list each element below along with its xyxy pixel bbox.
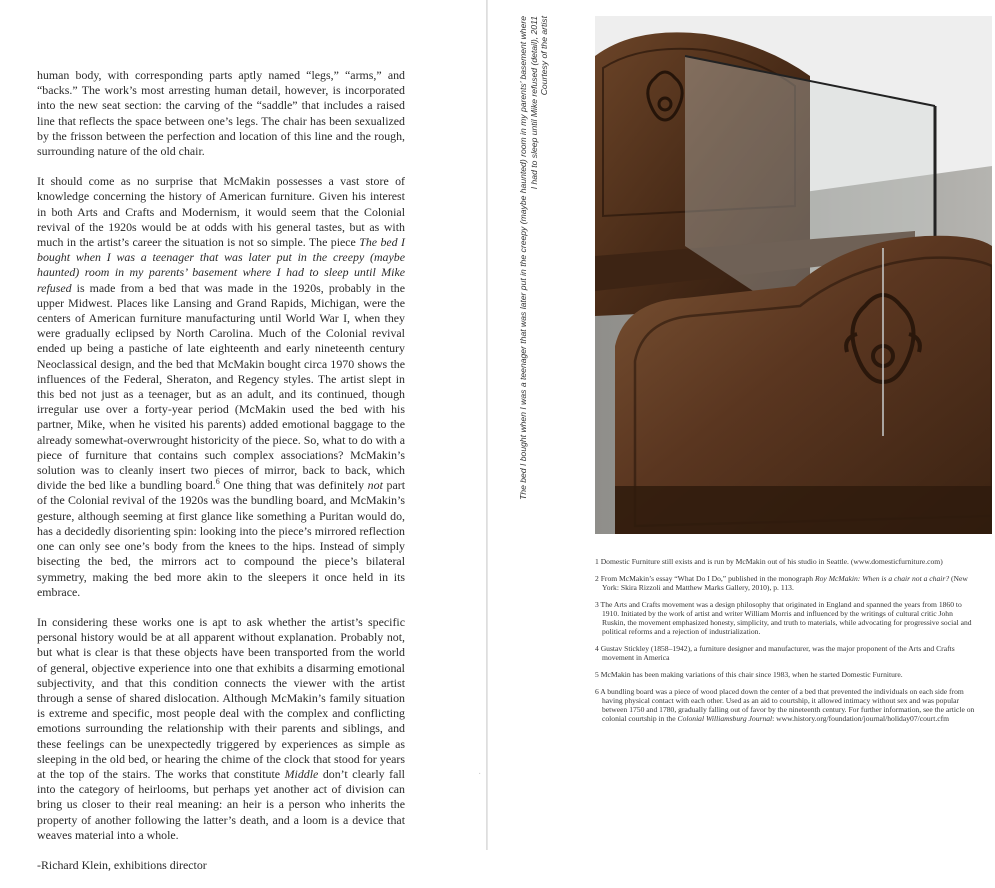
footnote xyxy=(595,644,975,662)
text-run: human body, with corresponding parts aptly named “legs,” “arms,” and “backs.” The work’s most arresting human detail, however, is incorporated into the new seat section: the carving of the “saddle” that includes a raised line that reflects the space between one’s legs. The chair has been sexualized by the frisson between the perfection and location of this line and the rough, surrounding nature of the old chair. xyxy=(37,68,405,159)
text-run: 5 McMakin has been making variations of this chair since 1983, when he started Domestic Furniture. xyxy=(595,669,903,679)
caption-line: I had to sleep until Mike refused (detail), 2011 xyxy=(528,16,539,190)
footnote xyxy=(595,600,975,637)
artwork-photo xyxy=(595,16,992,534)
text-run: (New York: Skira Rizzoli and Matthew Marks Gallery, 2010), p. 113. xyxy=(602,573,968,592)
essay-paragraph xyxy=(37,615,405,843)
essay-paragraph xyxy=(37,174,405,600)
footnote xyxy=(595,670,975,679)
footnote-reference: 6 xyxy=(215,477,220,487)
text-run: is made from a bed that was made in the 1920s, probably in the upper Midwest. Places like Lansing and Grand Rapids, Michigan, were the centers of American furniture manufacturing until World War I, when they were gradually eclipsed by North Carolina. Much of the Colonial revival ended up being a pastiche of late eighteenth and early nineteenth century Neoclassical design, and the bed that McMakin bought circa 1970 shows the influences of the Federal, Sheraton, and Regency styles. The artist slept in this bed not just as a teenager, but as an adult, and its continued, though irregular use over a forty-year period (McMakin used the bed with his partner, Mike, when he visited his parents) added emotional baggage to the already somewhat-overwrought historicity of the piece. So, what to do with a piece of furniture that contains such complex associations? McMakin’s solution was to cleanly insert two pieces of mirror, back to back, which divide the bed like a bundling board. xyxy=(37,280,405,493)
text-run: 1 Domestic Furniture still exists and is run by McMakin out of his studio in Seattle. (www.domesticfurniture.com) xyxy=(595,557,943,566)
text-run: part of the Colonial revival of the 1920s was the bundling board, and McMakin’s gesture, although seeming at first glance like something a Puritan would do, has a decidedly disorienting spin: looking into the piece’s mirrored reflection one can only see one’s body from the knees to the hips. Instead of simply bisecting the bed, the mirrors act to compound the piece’s bilateral symmetry, making the bed more akin to the sleepers it once held in its embrace. xyxy=(37,478,405,599)
italic-title: Colonial Williamsburg Journal xyxy=(677,714,773,724)
footnote xyxy=(595,557,975,566)
print-mark: · xyxy=(478,768,482,779)
text-run: : www.history.org/foundation/journal/holiday07/court.cfm xyxy=(772,714,950,724)
italic-title: The bed I bought when I was a teenager that was later put in the creepy (maybe haunted) room in my parents’ basement where I had to sleep until Mike refused xyxy=(37,235,405,295)
text-run: In considering these works one is apt to ask whether the artist’s specific personal history would be at all apparent without explanation. Probably not, but what is clear is that these objects have been transported from the world of general, objective experience into one that exhibits a disarming emotional subjectivity, and that this condition connects the viewer with the artist through a sense of shared dislocation. Although McMakin’s family situation is extreme and specific, most people deal with the complex and conflicting emotions surrounding the relationship with their parents and siblings, and these feelings can be unexpectedly triggered by experiences as simple as sleeping in the old bed, or hearing the chime of the clock that stood for years at the top of the stairs. The works that constitute xyxy=(37,614,405,781)
author-signature: -Richard Klein, exhibitions director xyxy=(37,857,207,872)
text-run: 3 The Arts and Crafts movement was a design philosophy that originated in England and spanned the years from 1860 to 1910. Initiated by the work of artist and writer William Morris and influenced by the writings of cultural critic John Ruskin, the movement emphasized honesty, simplicity, and truth to materials, while advocating for progressive social and political reforms and a rejection of industrialization. xyxy=(595,599,972,637)
footnote xyxy=(595,574,975,592)
text-run: It should come as no surprise that McMakin possesses a vast store of knowledge concerning the history of American furniture. Given his interest in both Arts and Crafts and Modernism, it would seem that the Colonial revival of the 1920s would be at odds with his general tastes, but as with much in the artist’s career the situation is not so simple. The piece xyxy=(37,174,405,250)
bed-photo-drawing xyxy=(595,16,992,534)
text-run: 6 A bundling board was a piece of wood placed down the center of a bed that prevented the individuals on each side from having physical contact with each other. Used as an aid to courtship, it allowed intimacy without sex and was popular between 1750 and 1780, gradually falling out of favor by the nineteenth century. For further information, see the article on colonial courtship in the xyxy=(595,686,975,724)
text-run: don’t clearly fall into the category of heirlooms, but perhaps yet another act of division can bring us closer to their real meaning: an heir is a person who inherits the property of another following the latter’s death, and a loom is a device that weaves material into a whole. xyxy=(37,766,405,842)
footnotes xyxy=(595,557,975,731)
italic-title: Middle xyxy=(284,766,319,781)
text-run: One thing that was definitely xyxy=(219,478,368,493)
footnote xyxy=(595,687,975,724)
italic-title: not xyxy=(367,478,383,493)
photo-caption xyxy=(518,16,552,534)
text-run: 4 Gustav Stickley (1858–1942), a furniture designer and manufacturer, was the major proponent of the Arts and Crafts movement in America xyxy=(595,643,955,663)
essay-paragraph xyxy=(37,68,405,159)
essay-column xyxy=(37,68,405,888)
text-run: 2 From McMakin’s essay “What Do I Do,” published in the monograph xyxy=(595,573,815,583)
left-page xyxy=(0,0,488,872)
italic-title: Roy McMakin: When is a chair not a chair? xyxy=(814,573,950,583)
caption-line: Courtesy of the artist xyxy=(539,16,549,96)
footboard-base xyxy=(615,486,992,534)
caption-line: The bed I bought when I was a teenager that was later put in the creepy (maybe haunted) room in my parents’ basement where xyxy=(518,16,528,500)
